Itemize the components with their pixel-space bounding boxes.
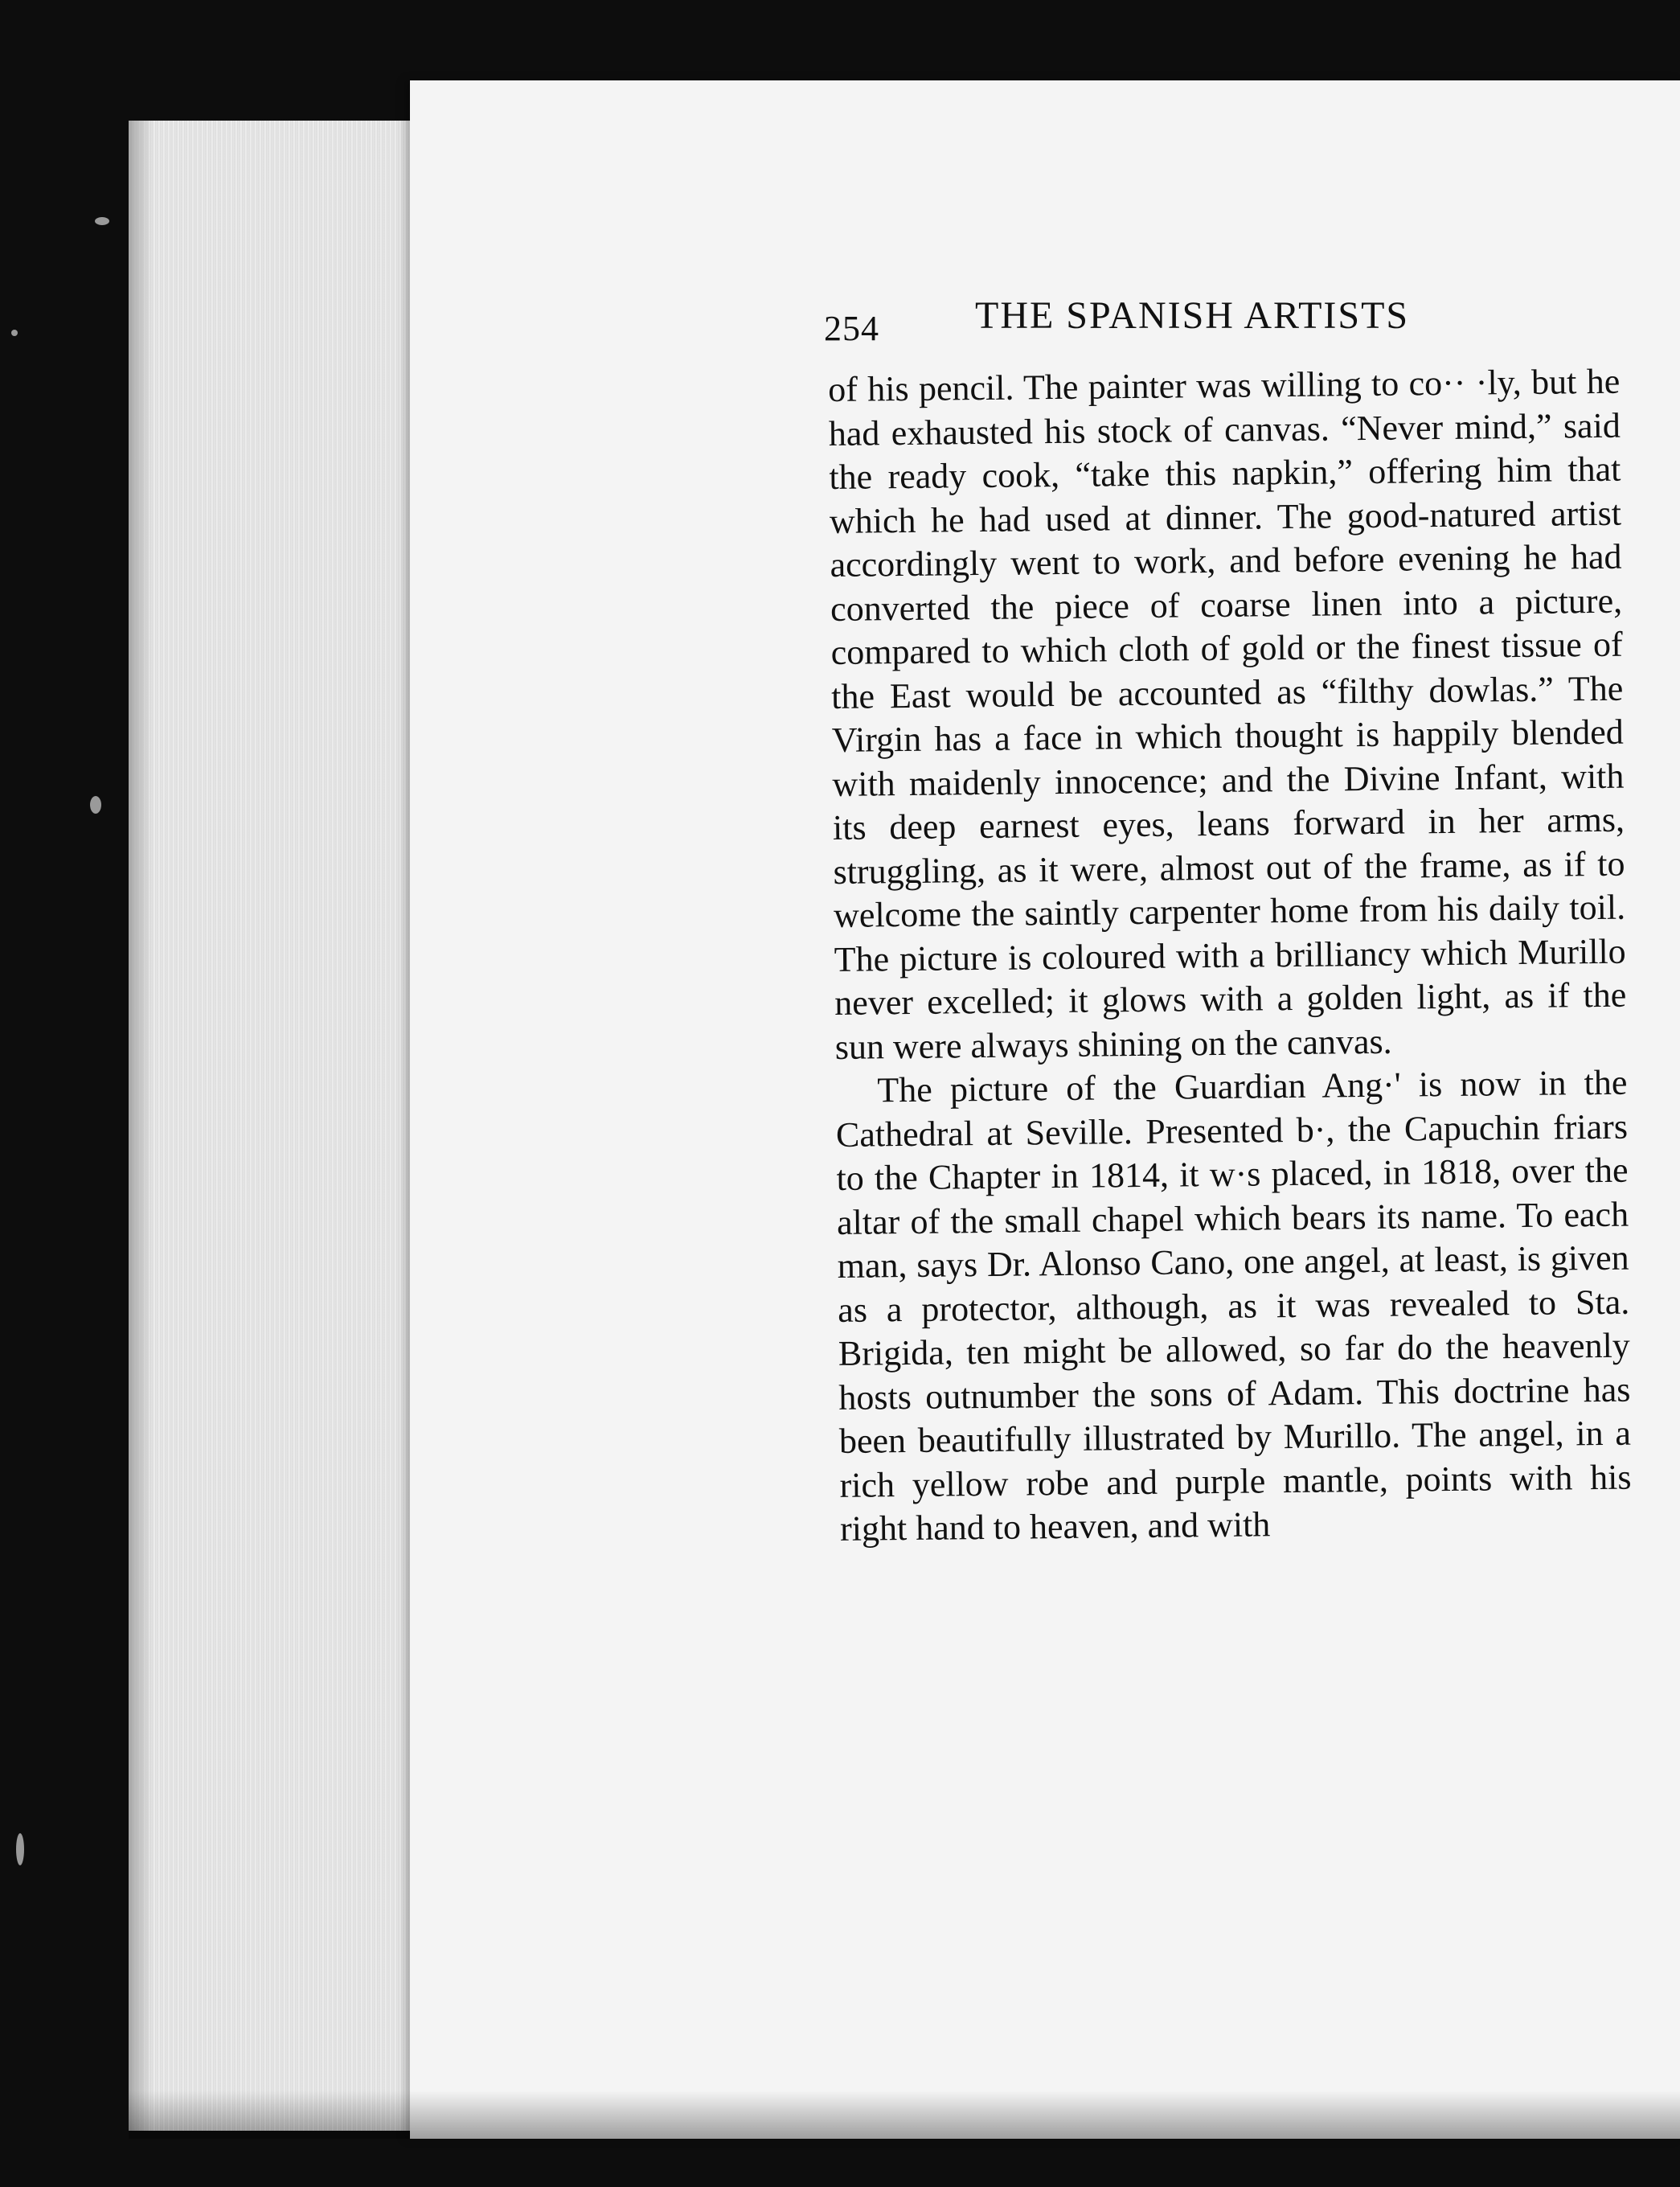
page-header xyxy=(824,293,1628,358)
scan-speck xyxy=(16,1833,24,1865)
page-bottom-shadow xyxy=(129,2091,1680,2139)
edge-shadow xyxy=(129,121,153,2131)
page-number: 254 xyxy=(824,309,879,348)
body-text xyxy=(828,360,1632,1552)
running-title: THE SPANISH ARTISTS xyxy=(975,294,1410,337)
paragraph-1: of his pencil. The painter was willing to co·· ·ly, but he had exhausted his stock of canvas. “Never mind,” said the ready cook, “take this napkin,” offering him that which he had used at dinner. The good-natured artist accordingly went to work, and before evening he had converted the piece of coarse linen into a picture, compared to which cloth of gold or the finest tissue of the East would be accounted as “filthy dowlas.” The Virgin has a face in which thought is happily blended with maidenly innocence; and the Divine Infant, with its deep earnest eyes, leans forward in her arms, struggling, as it were, almost out of the frame, as if to welcome the saintly carpenter home from his daily toil. The picture is coloured with a brilliancy which Murillo never excelled; it glows with a golden light, as if the sun were always shining on the canvas. xyxy=(828,361,1627,1067)
scan-speck xyxy=(11,330,18,336)
paragraph-2: The picture of the Guardian Ang·' is now in the Cathedral at Seville. Presented b·, the Capuchin friars to the Chapter in 1814, it w·s placed, in 1818, over the altar of the small chapel which bears its name. To each man, says Dr. Alonso Cano, one angel, at least, is given as a protector, although, as it was revealed to Sta. Brigida, ten might be allowed, so far do the heavenly hosts outnumber the sons of Adam. This doctrine has been beautifully illustrated by Murillo. The angel, in a rich yellow robe and purple mantle, points with his right hand to heaven, and with xyxy=(835,1062,1632,1549)
scan-speck xyxy=(90,796,101,814)
scan-speck xyxy=(95,217,109,225)
